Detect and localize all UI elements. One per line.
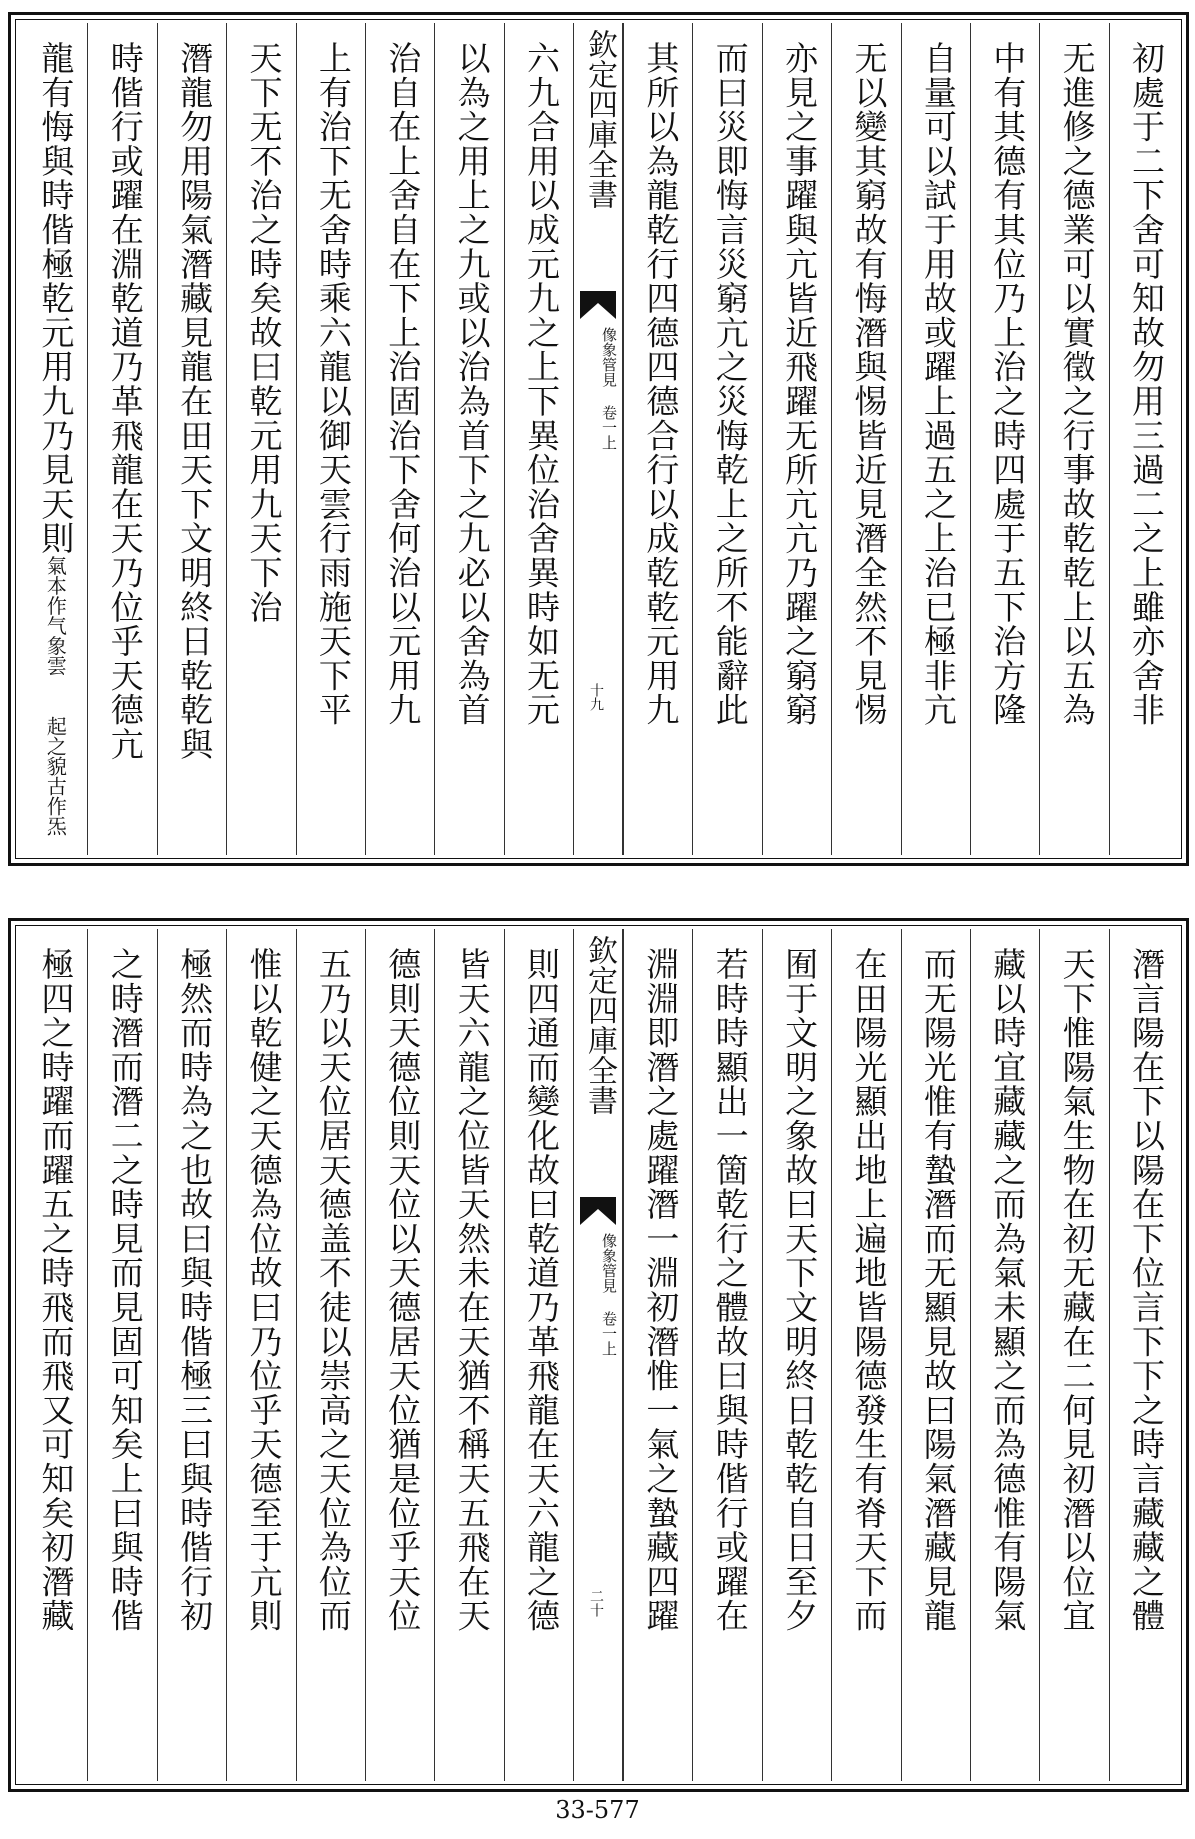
folio-number: 十九	[588, 683, 604, 711]
main-text: 龍有悔與時偕極乾元用九乃見天則	[36, 41, 76, 556]
library-title: 欽定四庫全書	[582, 29, 617, 209]
text-column: 在田陽光顯出地上遍地皆陽德發生有脊天下而	[831, 929, 900, 1781]
text-column: 以為之用上之九或以治為首下之九必以舍為首	[434, 23, 503, 855]
fishtail-mark-icon	[580, 1197, 616, 1225]
fishtail-mark-icon	[580, 291, 616, 319]
annotation-line-1: 氣本作气象雲	[43, 555, 68, 676]
text-column: 无進修之德業可以實徵之行事故乾乾上以五為	[1039, 23, 1108, 855]
text-column: 天下无不治之時矣故曰乾元用九天下治	[226, 23, 295, 855]
volume-label: 卷一上	[600, 405, 618, 450]
text-column: 治自在上舍自在下上治固治下舍何治以元用九	[365, 23, 434, 855]
page-number: 33-577	[555, 1796, 640, 1824]
text-column: 囿于文明之象故曰天下文明終日乾乾自日至夕	[762, 929, 831, 1781]
annotation-line-2: 起之貌古作炁	[43, 715, 68, 836]
top-page	[8, 12, 1189, 866]
text-column: 而无陽光惟有蟄潛而无顯見故曰陽氣潛藏見龍	[901, 929, 970, 1781]
text-column: 其所以為龍乾行四德四德合行以成乾乾元用九	[623, 23, 692, 855]
bottom-page-columns	[19, 929, 1178, 1781]
text-column: 亦見之事躍與亢皆近飛躍无所亢亢乃躍之窮窮	[762, 23, 831, 855]
center-fold	[573, 929, 623, 1781]
text-column: 皆天六龍之位皆天然未在天猶不稱天五飛在天	[434, 929, 503, 1781]
text-column: 之時潛而潛二之時見而見固可知矣上曰與時偕	[87, 929, 156, 1781]
text-column: 惟以乾健之天德為位故曰乃位乎天德至于亢則	[226, 929, 295, 1781]
text-column: 極四之時躍而躍五之時飛而飛又可知矣初潛藏	[36, 947, 76, 1633]
text-column: 中有其德有其位乃上治之時四處于五下治方隆	[970, 23, 1039, 855]
book-title: 像象管見	[600, 1233, 618, 1293]
text-column: 而曰災即悔言災窮亢之災悔乾上之所不能辭此	[692, 23, 761, 855]
text-column: 潛言陽在下以陽在下位言下下之時言藏藏之體	[1109, 929, 1178, 1781]
book-info	[578, 327, 618, 450]
folio-number: 二十	[588, 1589, 604, 1617]
volume-label: 卷一上	[600, 1311, 618, 1356]
text-column: 五乃以天位居天德盖不徒以崇高之天位為位而	[296, 929, 365, 1781]
text-column: 極然而時為之也故曰與時偕極三曰與時偕行初	[157, 929, 226, 1781]
center-fold	[573, 23, 623, 855]
text-column: 无以變其窮故有悔潛與惕皆近見潛全然不見惕	[831, 23, 900, 855]
text-column: 初處于二下舍可知故勿用三過二之上雖亦舍非	[1109, 23, 1178, 855]
text-column: 藏以時宜藏藏之而為氣未顯之而為德惟有陽氣	[970, 929, 1039, 1781]
text-column: 自量可以試于用故或躍上過五之上治已極非亢	[901, 23, 970, 855]
text-column: 淵淵即潛之處躍潛一淵初潛惟一氣之蟄藏四躍	[623, 929, 692, 1781]
book-info	[578, 1233, 618, 1356]
top-page-columns	[19, 23, 1178, 855]
text-column: 天下惟陽氣生物在初无藏在二何見初潛以位宜	[1039, 929, 1108, 1781]
text-column: 則四通而變化故曰乾道乃革飛龍在天六龍之德	[504, 929, 573, 1781]
text-column: 潛龍勿用陽氣潛藏見龍在田天下文明終日乾乾與	[157, 23, 226, 855]
text-column-with-note	[19, 23, 87, 855]
text-column: 德則天德位則天位以天德居天位猶是位乎天位	[365, 929, 434, 1781]
text-column: 若時時顯出一箇乾行之體故曰與時偕行或躍在	[692, 929, 761, 1781]
text-column: 上有治下无舍時乘六龍以御天雲行雨施天下平	[296, 23, 365, 855]
bottom-page	[8, 918, 1189, 1792]
book-title: 像象管見	[600, 327, 618, 387]
text-column: 時偕行或躍在淵乾道乃革飛龍在天乃位乎天德亢	[87, 23, 156, 855]
text-column: 六九合用以成元九之上下異位治舍異時如无元	[504, 23, 573, 855]
library-title: 欽定四庫全書	[582, 935, 617, 1115]
